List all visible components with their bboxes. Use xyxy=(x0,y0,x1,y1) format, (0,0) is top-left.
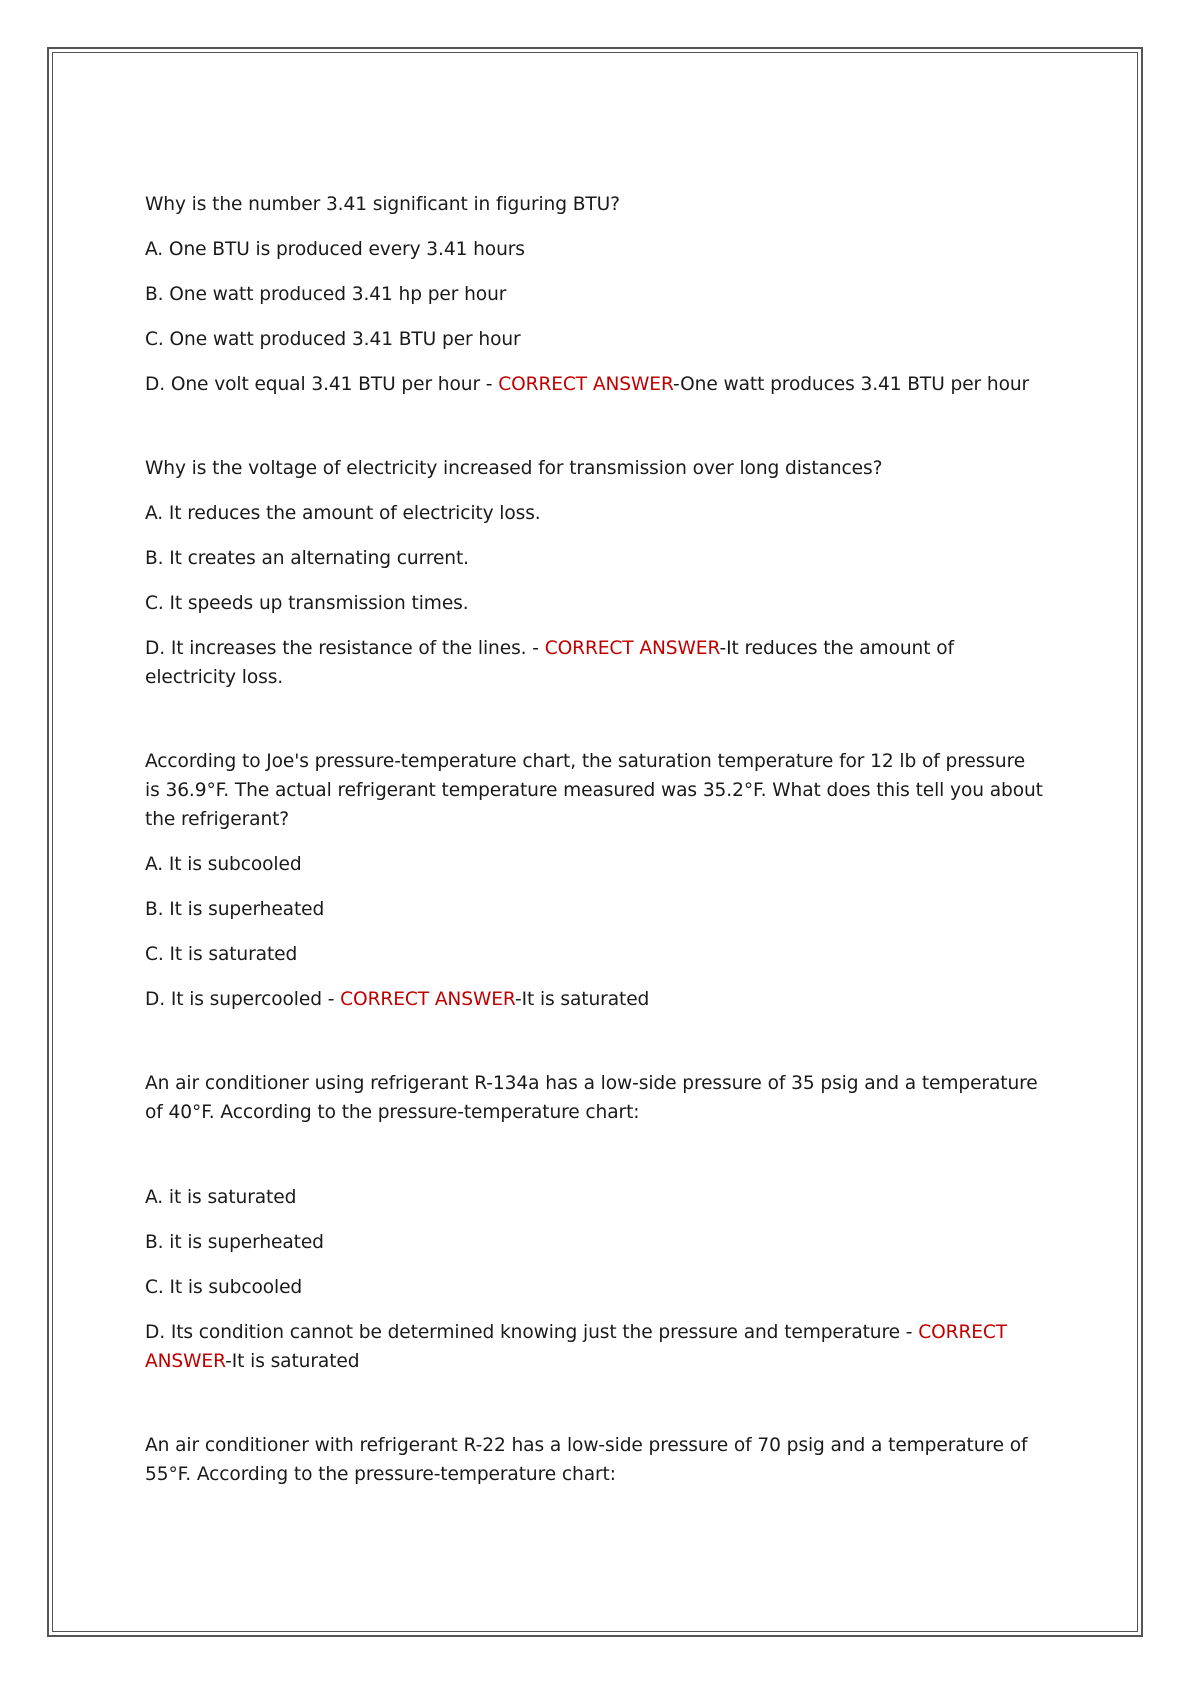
question-text: According to Joe's pressure-temperature chart, the saturation temperature for 12 lb of pressure is 36.9°F. The actual refrigerant temperature measured was 35.2°F. What does this tell you about the refrigerant? xyxy=(145,751,1043,830)
option-c: C. It speeds up transmission times. xyxy=(145,593,469,614)
correct-answer-text: -It is saturated xyxy=(225,1351,360,1372)
question-block-2 xyxy=(145,454,1045,692)
correct-answer-label: CORRECT ANSWER xyxy=(340,989,515,1010)
option-a: A. It is subcooled xyxy=(145,854,302,875)
correct-answer-label: CORRECT ANSWER xyxy=(498,374,674,395)
option-d: D. It is supercooled - xyxy=(145,989,341,1010)
question-block-3 xyxy=(145,747,1045,1014)
option-c: C. One watt produced 3.41 BTU per hour xyxy=(145,329,521,350)
question-block-5 xyxy=(145,1431,1045,1489)
option-c: C. It is subcooled xyxy=(145,1277,303,1298)
option-d-with-answer xyxy=(145,634,1045,692)
option-d: D. One volt equal 3.41 BTU per hour - xyxy=(145,374,499,395)
option-b: B. One watt produced 3.41 hp per hour xyxy=(145,284,507,305)
option-b: B. It creates an alternating current. xyxy=(145,548,469,569)
correct-answer-text: -It is saturated xyxy=(514,989,650,1010)
option-b: B. It is superheated xyxy=(145,899,325,920)
document-content xyxy=(145,190,1045,1505)
option-d: D. Its condition cannot be determined knowing just the pressure and temperature - xyxy=(145,1322,919,1343)
correct-answer-text: -It reduces the amount of electricity loss. xyxy=(145,638,954,688)
option-d-with-answer xyxy=(145,370,1045,399)
option-a: A. One BTU is produced every 3.41 hours xyxy=(145,239,525,260)
option-a: A. It reduces the amount of electricity loss. xyxy=(145,503,541,524)
question-block-1 xyxy=(145,190,1045,399)
correct-answer-label: CORRECT ANSWER xyxy=(544,638,720,659)
question-text: An air conditioner using refrigerant R-134a has a low-side pressure of 35 psig and a temperature of 40°F. According to the pressure-temperature chart: xyxy=(145,1073,1038,1123)
option-d-with-answer xyxy=(145,1318,1045,1376)
question-block-4 xyxy=(145,1069,1045,1376)
correct-answer-text: -One watt produces 3.41 BTU per hour xyxy=(673,374,1030,395)
correct-answer-label: CORRECT ANSWER xyxy=(145,1322,1008,1372)
question-text: An air conditioner with refrigerant R-22 has a low-side pressure of 70 psig and a temperature of 55°F. According to the pressure-temperature chart: xyxy=(145,1435,1028,1485)
question-text: Why is the voltage of electricity increased for transmission over long distances? xyxy=(145,458,883,479)
option-d: D. It increases the resistance of the lines. - xyxy=(145,638,545,659)
option-a: A. it is saturated xyxy=(145,1187,297,1208)
option-d-with-answer xyxy=(145,985,1045,1014)
question-text: Why is the number 3.41 significant in figuring BTU? xyxy=(145,194,620,215)
option-b: B. it is superheated xyxy=(145,1232,324,1253)
option-c: C. It is saturated xyxy=(145,944,298,965)
